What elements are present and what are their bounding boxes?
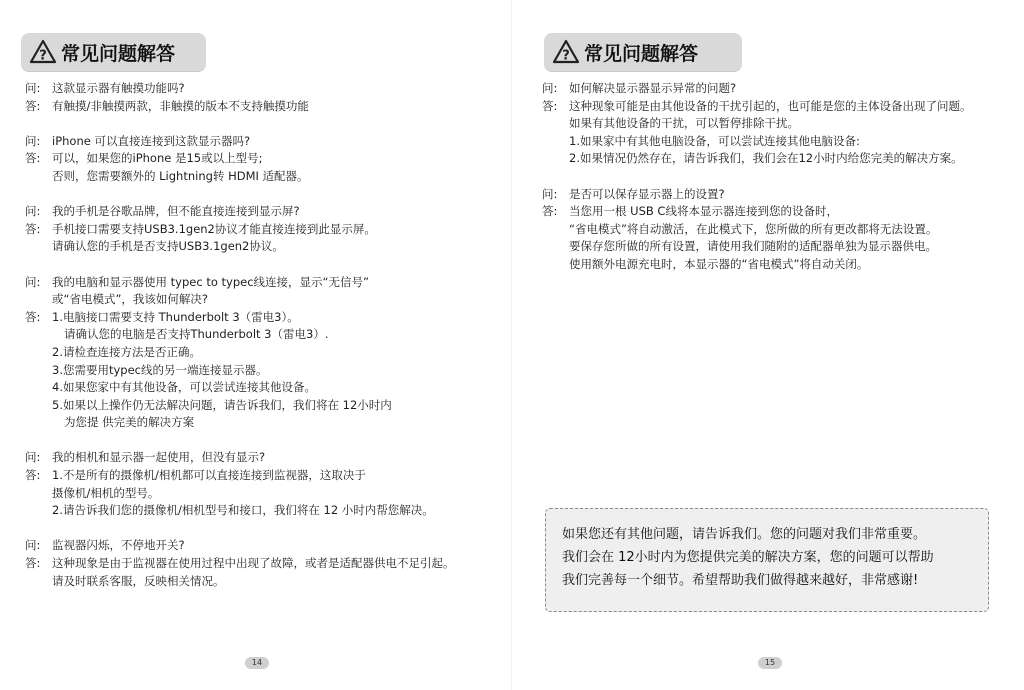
faq-item: [542, 186, 1017, 274]
answer-text: 2.请检查连接方法是否正确。: [52, 344, 201, 359]
answer-text: 要保存您所做的所有设置，请使用我们随附的适配器单独为显示器供电。: [569, 239, 937, 254]
svg-text:?: ?: [39, 48, 47, 64]
answer-text: “省电模式”将自动激活，在此模式下，您所做的所有更改都将无法设置。: [569, 221, 938, 236]
faq-item: [542, 80, 1017, 168]
faq-item: [25, 537, 505, 590]
question-text: 我的相机和显示器一起使用，但没有显示?: [52, 450, 266, 465]
faq-header: [21, 33, 206, 71]
answer-text: 如果有其他设备的干扰，可以暂停排除干扰。: [569, 116, 799, 131]
answer-text: 2.如果情况仍然存在，请告诉我们，我们会在12小时内给您完美的解决方案。: [569, 151, 963, 166]
answer-text: 1.电脑接口需要支持 Thunderbolt 3（雷电3）。: [52, 309, 299, 324]
answer-tag: 答:: [542, 98, 558, 113]
page-number: 15: [758, 657, 782, 669]
faq-item: [25, 80, 505, 115]
answer-tag: 答:: [25, 309, 41, 324]
answer-text: 摄像机/相机的型号。: [52, 485, 160, 500]
question-tag: 问:: [25, 81, 41, 95]
question-text: 监视器闪烁，不停地开关?: [52, 538, 185, 553]
answer-text: 当您用一根 USB C线将本显示器连接到您的设备时，: [569, 204, 838, 219]
right-page: [512, 0, 1024, 690]
answer-tag: 答:: [25, 151, 41, 166]
faq-item: [25, 274, 505, 432]
question-text: 这款显示器有触摸功能吗?: [52, 81, 185, 95]
question-tag: 问:: [25, 538, 41, 553]
answer-text: 4.如果您家中有其他设备，可以尝试连接其他设备。: [52, 380, 316, 395]
faq-list: [542, 80, 1017, 291]
answer-text: 可以，如果您的iPhone 是15或以上型号;: [52, 151, 263, 166]
question-text: 我的电脑和显示器使用 typec to typec线连接，显示“无信号”: [52, 274, 369, 289]
answer-text: 1.不是所有的摄像机/相机都可以直接连接到监视器，这取决于: [52, 468, 366, 483]
question-tag: 问:: [25, 204, 41, 219]
answer-text: 这种现象是由于监视器在使用过程中出现了故障，或者是适配器供电不足引起。: [52, 556, 455, 571]
answer-text: 5.如果以上操作仍无法解决问题，请告诉我们，我们将在 12小时内: [52, 397, 392, 412]
question-text: 是否可以保存显示器上的设置?: [569, 186, 725, 201]
page-title: 常见问题解答: [584, 42, 699, 65]
answer-text: 1.如果家中有其他电脑设备，可以尝试连接其他电脑设备:: [569, 133, 860, 148]
question-text: iPhone 可以直接连接到这款显示器吗?: [52, 133, 251, 148]
answer-text: 请及时联系客服，反映相关情况。: [52, 573, 225, 588]
faq-header: [544, 33, 742, 71]
answer-text: 否则，您需要额外的 Lightning转 HDMI 适配器。: [52, 168, 309, 183]
faq-item: [25, 449, 505, 519]
faq-item: [25, 133, 505, 186]
answer-tag: 答:: [542, 204, 558, 219]
answer-text: 为您提 供完美的解决方案: [64, 415, 195, 430]
faq-item: [25, 203, 505, 256]
answer-text: 3.您需要用typec线的另一端连接显示器。: [52, 362, 268, 377]
question-tag: 问:: [542, 186, 558, 201]
answer-text: 手机接口需要支持USB3.1gen2协议才能直接连接到此显示屏。: [52, 221, 376, 236]
question-tag: 问:: [542, 81, 558, 95]
notice-text: 如果您还有其他问题，请告诉我们。您的问题对我们非常重要。: [562, 527, 927, 542]
contact-notice-box: [545, 508, 989, 612]
warning-triangle-icon: [552, 39, 580, 65]
warning-triangle-icon: [29, 39, 57, 65]
question-text: 我的手机是谷歌品牌，但不能直接连接到显示屏?: [52, 204, 300, 219]
faq-list: [25, 80, 505, 608]
answer-tag: 答:: [25, 221, 41, 236]
answer-text: 有触摸/非触摸两款，非触摸的版本不支持触摸功能: [52, 98, 309, 113]
page-number: 14: [245, 657, 269, 669]
answer-text: 2.请告诉我们您的摄像机/相机型号和接口，我们将在 12 小时内帮您解决。: [52, 503, 434, 518]
svg-text:?: ?: [562, 48, 570, 64]
notice-text: 我们完善每一个细节。希望帮助我们做得越来越好，非常感谢!: [562, 573, 919, 588]
answer-text: 使用额外电源充电时，本显示器的“省电模式”将自动关闭。: [569, 256, 869, 271]
answer-tag: 答:: [25, 556, 41, 571]
page-title: 常见问题解答: [61, 42, 176, 65]
answer-text: 请确认您的手机是否支持USB3.1gen2协议。: [52, 239, 284, 254]
answer-tag: 答:: [25, 468, 41, 483]
question-tag: 问:: [25, 133, 41, 148]
question-text: 或“省电模式”，我该如何解决?: [52, 292, 209, 307]
answer-text: 请确认您的电脑是否支持Thunderbolt 3（雷电3）.: [64, 327, 329, 342]
question-text: 如何解决显示器显示异常的问题?: [569, 81, 737, 95]
answer-text: 这种现象可能是由其他设备的干扰引起的，也可能是您的主体设备出现了问题。: [569, 98, 972, 113]
question-tag: 问:: [25, 450, 41, 465]
question-tag: 问:: [25, 274, 41, 289]
notice-text: 我们会在 12小时内为您提供完美的解决方案，您的问题可以帮助: [562, 550, 934, 565]
answer-tag: 答:: [25, 98, 41, 113]
